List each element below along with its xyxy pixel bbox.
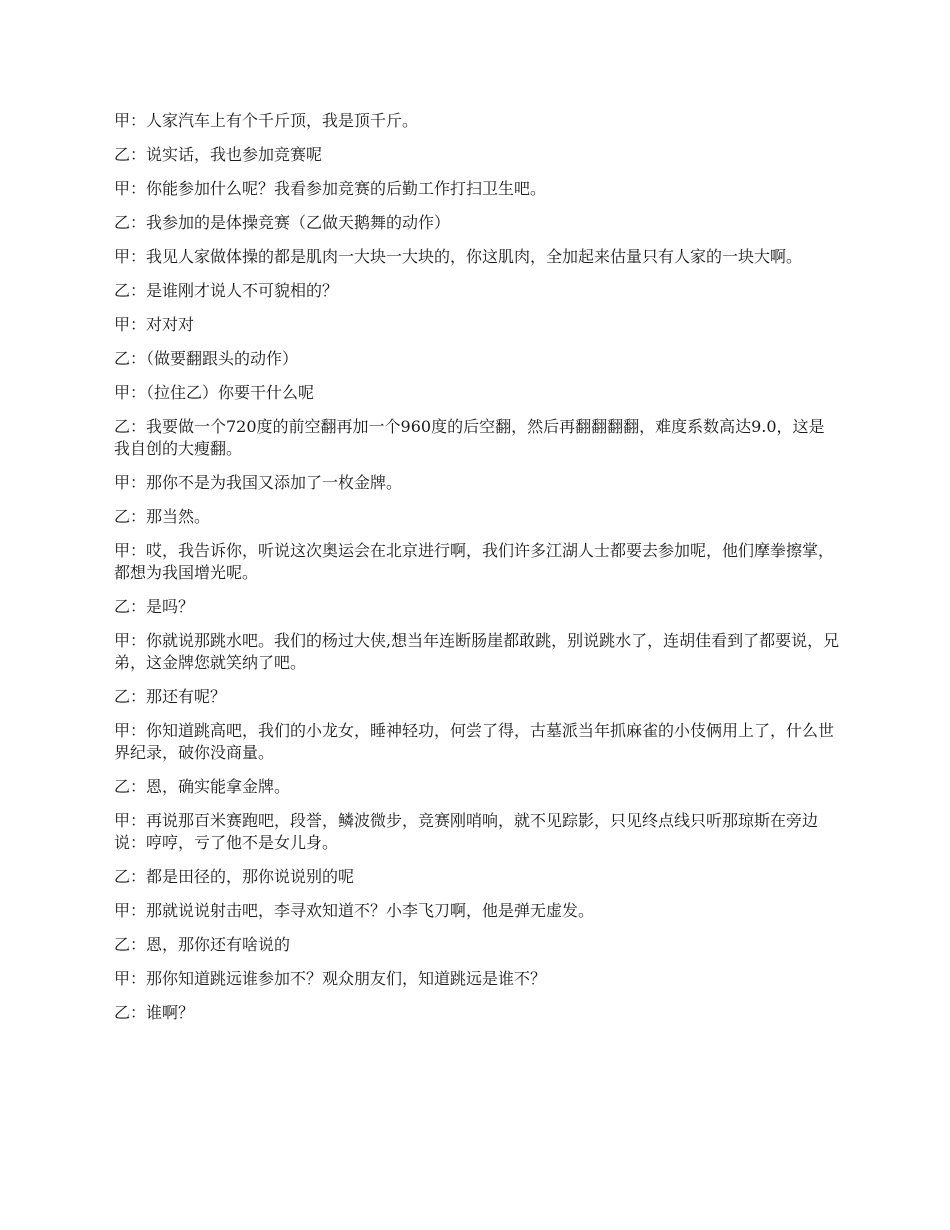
dialogue-line: 甲：对对对: [114, 315, 195, 334]
dialogue-line: 乙：恩，确实能拿金牌。: [114, 777, 291, 796]
dialogue-line: 甲：你就说那跳水吧。我们的杨过大侠,想当年连断肠崖都敢跳，别说跳水了，连胡佳看到了都要说，兄弟，这金牌您就笑纳了吧。: [114, 631, 840, 672]
dialogue-line: 甲：那你知道跳远谁参加不？观众朋友们，知道跳远是谁不？: [114, 969, 547, 988]
dialogue-line: 乙：那还有呢？: [114, 687, 227, 706]
dialogue-line: 甲：那你不是为我国又添加了一枚金牌。: [114, 473, 403, 492]
dialogue-line: 乙：都是田径的，那你说说别的呢: [114, 867, 355, 886]
dialogue-line: 乙：是谁刚才说人不可貌相的？: [114, 281, 339, 300]
dialogue-line: 乙：我要做一个720度的前空翻再加一个960度的后空翻，然后再翻翻翻翻，难度系数高达9.0，这是我自创的大瘦翻。: [114, 417, 825, 458]
dialogue-line: 乙：（做要翻跟头的动作）: [114, 349, 299, 368]
dialogue-line: 甲：人家汽车上有个千斤顶，我是顶千斤。: [114, 111, 419, 130]
dialogue-line: 乙：恩，那你还有啥说的: [114, 935, 291, 954]
dialogue-line: 乙：我参加的是体操竞赛（乙做天鹅舞的动作）: [114, 213, 451, 232]
dialogue-line: 乙：说实话，我也参加竞赛呢: [114, 145, 323, 164]
dialogue-line: 甲：再说那百米赛跑吧，段誉，鳞波微步，竞赛刚哨响，就不见踪影，只见终点线只听那琼斯在旁边说：哼哼，亏了他不是女儿身。: [114, 811, 819, 852]
dialogue-line: 甲：（拉住乙）你要干什么呢: [114, 383, 315, 402]
dialogue-line: 甲：我见人家做体操的都是肌肉一大块一大块的，你这肌肉，全加起来估量只有人家的一块大啊。: [114, 247, 803, 266]
dialogue-line: 乙：是吗？: [114, 597, 195, 616]
dialogue-line: 乙：那当然。: [114, 507, 211, 526]
dialogue-line: 甲：哎，我告诉你，听说这次奥运会在北京进行啊，我们许多江湖人士都要去参加呢，他们摩拳擦掌，都想为我国增光呢。: [114, 541, 835, 582]
dialogue-line: 甲：你能参加什么呢？我看参加竞赛的后勤工作打扫卫生吧。: [114, 179, 547, 198]
dialogue-line: 甲：你知道跳高吧，我们的小龙女，睡神轻功，何尝了得，古墓派当年抓麻雀的小伎俩用上了，什么世界纪录，破你没商量。: [114, 721, 835, 762]
dialogue-line: 甲：那就说说射击吧，李寻欢知道不？小李飞刀啊，他是弹无虚发。: [114, 901, 595, 920]
dialogue-line: 乙：谁啊？: [114, 1003, 195, 1022]
dialogue-body: [114, 110, 840, 1036]
